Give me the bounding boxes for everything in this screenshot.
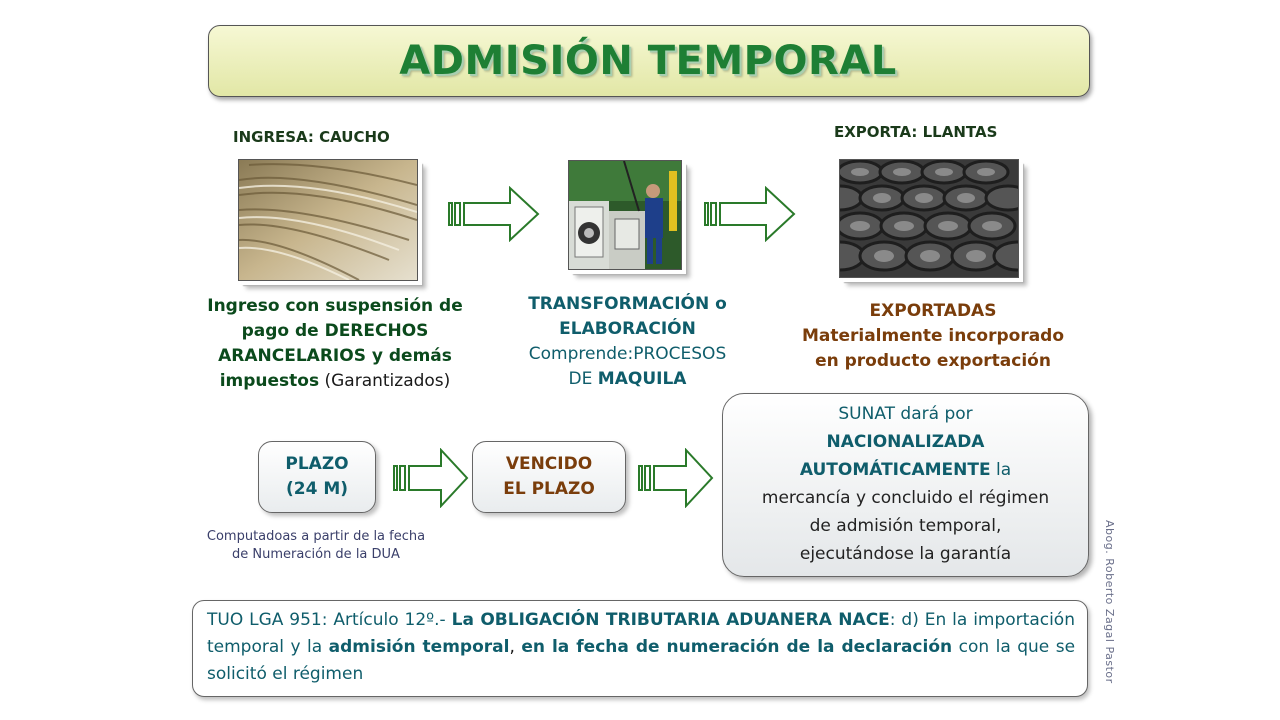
plazo-box: [258, 441, 376, 513]
computo-line1: Computadoas a partir de la fecha: [206, 529, 426, 544]
right-arrow-icon: [638, 448, 714, 508]
factory-worker-photo: [568, 160, 682, 270]
transformacion-line4: DE: [568, 369, 593, 389]
tuo-obligacion: La OBLIGACIÓN TRIBUTARIA ADUANERA NACE: [451, 610, 890, 630]
ingresa-label: INGRESA: CAUCHO: [233, 128, 390, 146]
sunat-line3-normal: la: [996, 460, 1012, 480]
exportadas-caption: [780, 299, 1086, 374]
vencido-box: [472, 441, 626, 513]
tuo-part3: : d) En la importación temporal y la: [207, 610, 1075, 657]
author-text: Abog. Roberto Zagal Pastor: [1103, 520, 1116, 684]
tuo-box: [192, 600, 1088, 697]
sunat-line1: SUNAT dará por: [838, 404, 973, 424]
plazo-line1: PLAZO: [285, 454, 349, 474]
sunat-line2: NACIONALIZADA: [826, 432, 985, 452]
transformacion-line3: Comprende:PROCESOS: [528, 344, 727, 364]
author-credit: [1094, 520, 1120, 690]
sunat-line3-bold: AUTOMÁTICAMENTE: [799, 460, 991, 480]
page-title: ADMISIÓN TEMPORAL: [399, 38, 897, 84]
ingreso-caption-normal: (Garantizados): [324, 371, 451, 391]
exportadas-line1: EXPORTADAS: [869, 301, 997, 321]
computo-note: [180, 528, 452, 564]
transformacion-line1: TRANSFORMACIÓN o: [528, 294, 727, 314]
tuo-admision: admisión temporal: [328, 637, 510, 657]
tuo-text: [207, 607, 1075, 688]
sunat-box: [722, 393, 1089, 577]
vencido-line2: EL PLAZO: [503, 479, 595, 499]
tuo-comma: ,: [509, 637, 515, 657]
tires-photo: [839, 159, 1019, 278]
ingreso-caption: [186, 294, 484, 394]
maquila-text: MAQUILA: [597, 369, 687, 389]
sunat-line5: de admisión temporal,: [809, 516, 1002, 536]
ingreso-caption-bold: Ingreso con suspensión de pago de DERECHOS ARANCELARIOS y demás impuestos: [207, 296, 463, 391]
exportadas-line3: en producto exportación: [815, 351, 1051, 371]
tuo-ref: TUO LGA 951: Artículo 12º.-: [207, 610, 446, 630]
transformacion-line2: ELABORACIÓN: [559, 319, 696, 339]
transformacion-caption: [500, 292, 755, 392]
sunat-line4: mercancía y concluido el régimen: [761, 488, 1050, 508]
right-arrow-icon: [704, 186, 796, 242]
computo-line2: de Numeración de la DUA: [232, 547, 400, 562]
exporta-label: EXPORTA: LLANTAS: [834, 123, 998, 141]
right-arrow-icon: [448, 186, 540, 242]
vencido-line1: VENCIDO: [505, 454, 593, 474]
right-arrow-icon: [393, 448, 469, 508]
tuo-end: con la que se solicitó el régimen: [207, 637, 1076, 684]
tuo-fecha: en la fecha de numeración de la declaración: [521, 637, 953, 657]
sunat-line6: ejecutándose la garantía: [799, 544, 1012, 564]
rubber-sheets-photo: [238, 159, 418, 281]
plazo-line2: (24 M): [285, 479, 349, 499]
exportadas-line2: Materialmente incorporado: [801, 326, 1065, 346]
